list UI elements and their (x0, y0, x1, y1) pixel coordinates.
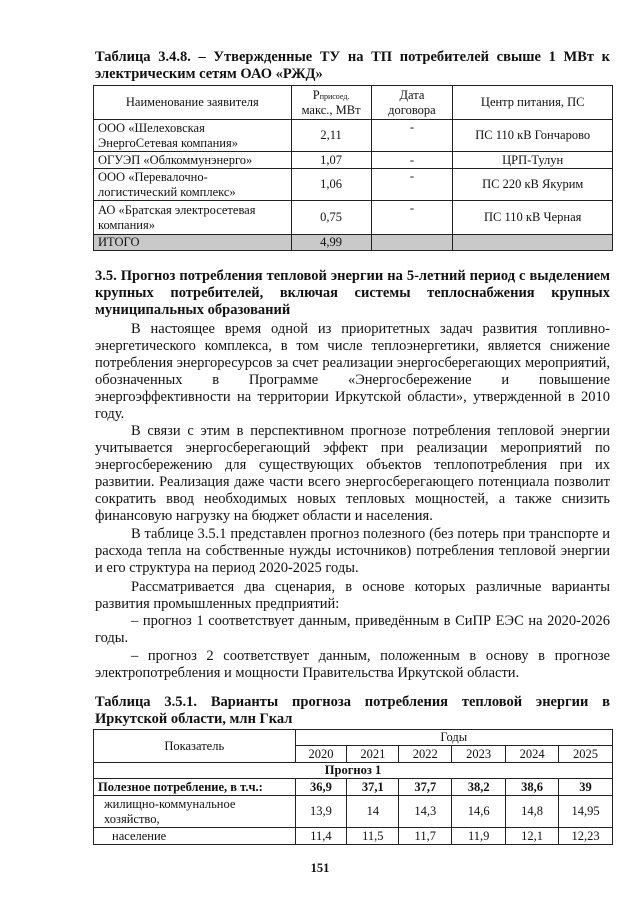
cell-value: 11,5 (347, 828, 399, 845)
year-2020: 2020 (295, 746, 347, 763)
year-2023: 2023 (452, 746, 506, 763)
paragraph-1: В настоящее время одной из приоритетных задач развития топливно-энергетического комплекса, в том числе теплоэнергетики, является снижение потребления энергоресурсов за счет реализации энергосберегающих мероприятий, обозначенных в Программе «Энергосбережение и повышение энергоэффективности на территории Иркутской области», утвержденной в 2010 году. (95, 321, 610, 422)
cell-value: 12,1 (506, 828, 559, 845)
power-value: 2,11 (291, 120, 371, 152)
table-row (94, 828, 613, 845)
applicant-name: АО «Братская электросетевая компания» (94, 201, 292, 235)
contract-date: - (371, 120, 453, 152)
cell-value: 38,2 (452, 779, 506, 796)
table-total-row (94, 235, 613, 251)
header-power-symbol: P (312, 87, 320, 102)
paragraph-2: В связи с этим в перспективном прогнозе потребления тепловой энергии учитывается энергосберегающий эффект при реализации мероприятий по энергосбережению для существующих объектов теплопотребления при их развитии. Реализация даже части всего энергосберегающего потенциала позволит сократить ввод необходимых новых тепловых мощностей, а также снизить финансовую нагрузку на бюджет области и населения. (95, 423, 610, 524)
table-row (94, 120, 613, 152)
cell-value: 14,3 (399, 796, 452, 828)
header-power (291, 86, 371, 120)
total-label: ИТОГО (94, 235, 292, 251)
table-3-4-8 (93, 85, 613, 251)
cell-value: 11,4 (295, 828, 347, 845)
row-label: население (94, 828, 296, 845)
contract-date: - (371, 152, 453, 169)
cell-value: 37,7 (399, 779, 452, 796)
header-indicator: Показатель (94, 730, 296, 763)
power-center: ПС 220 кВ Якурим (453, 169, 613, 201)
paragraph-6: – прогноз 2 соответствует данным, положенным в основу в прогнозе электропотребления и мощности Правительства Иркутской области. (95, 648, 610, 681)
power-value: 1,07 (291, 152, 371, 169)
row-label: жилищно-коммунальное хозяйство, (94, 796, 296, 828)
year-2022: 2022 (399, 746, 452, 763)
total-center (453, 235, 613, 251)
cell-value: 14,95 (559, 796, 613, 828)
header-power-subscript: присоед. (319, 91, 350, 101)
contract-date: - (371, 169, 453, 201)
page-number: 151 (310, 861, 330, 875)
cell-value: 37,1 (347, 779, 399, 796)
cell-value: 39 (559, 779, 613, 796)
header-years: Годы (295, 730, 613, 746)
contract-date: - (371, 201, 453, 235)
header-name: Наименование заявителя (94, 86, 292, 120)
power-center: ПС 110 кВ Черная (453, 201, 613, 235)
cell-value: 14,8 (506, 796, 559, 828)
year-2021: 2021 (347, 746, 399, 763)
header-power-unit: макс., МВт (301, 102, 361, 117)
total-power: 4,99 (291, 235, 371, 251)
applicant-name: ООО «Перевалочно-логистический комплекс» (94, 169, 292, 201)
table-row (94, 152, 613, 169)
header-date: Дата договора (371, 86, 453, 120)
table-3-4-8-caption: Таблица 3.4.8. – Утвержденные ТУ на ТП потребителей свыше 1 МВт к электрическим сетям ОАО «РЖД» (95, 49, 610, 82)
year-2024: 2024 (506, 746, 559, 763)
cell-value: 14,6 (452, 796, 506, 828)
year-2025: 2025 (559, 746, 613, 763)
power-center: ПС 110 кВ Гончарово (453, 120, 613, 152)
table-header-row (94, 730, 613, 746)
cell-value: 13,9 (295, 796, 347, 828)
power-center: ЦРП-Тулун (453, 152, 613, 169)
paragraph-3: В таблице 3.5.1 представлен прогноз полезного (без потерь при транспорте и расхода тепла на собственные нужды источников) потребления тепловой энергии и его структура на период 2020-2025 годы. (95, 526, 610, 576)
cell-value: 38,6 (506, 779, 559, 796)
row-label: Полезное потребление, в т.ч.: (94, 779, 296, 796)
table-row (94, 796, 613, 828)
paragraph-5: – прогноз 1 соответствует данным, приведённым в СиПР ЕЭС на 2020-2026 годы. (95, 613, 610, 646)
power-value: 1,06 (291, 169, 371, 201)
table-3-5-1-caption: Таблица 3.5.1. Варианты прогноза потребления тепловой энергии в Иркутской области, млн Гкал (95, 694, 610, 727)
table-row (94, 779, 613, 796)
applicant-name: ОГУЭП «Облкоммунэнерго» (94, 152, 292, 169)
table-group-row (94, 763, 613, 779)
table-header-row (94, 86, 613, 120)
forecast-group-label: Прогноз 1 (94, 763, 613, 779)
applicant-name: ООО «Шелеховская ЭнергоСетевая компания» (94, 120, 292, 152)
cell-value: 11,9 (452, 828, 506, 845)
table-row (94, 169, 613, 201)
header-center: Центр питания, ПС (453, 86, 613, 120)
section-heading: 3.5. Прогноз потребления тепловой энергии на 5-летний период с выделением крупных потребителей, включая системы теплоснабжения крупных муниципальных образований (95, 268, 610, 318)
cell-value: 14 (347, 796, 399, 828)
power-value: 0,75 (291, 201, 371, 235)
cell-value: 36,9 (295, 779, 347, 796)
total-date (371, 235, 453, 251)
table-row (94, 201, 613, 235)
table-3-5-1 (93, 729, 613, 845)
cell-value: 11,7 (399, 828, 452, 845)
cell-value: 12,23 (559, 828, 613, 845)
paragraph-4: Рассматривается два сценария, в основе которых различные варианты развития промышленных предприятий: (95, 579, 610, 612)
